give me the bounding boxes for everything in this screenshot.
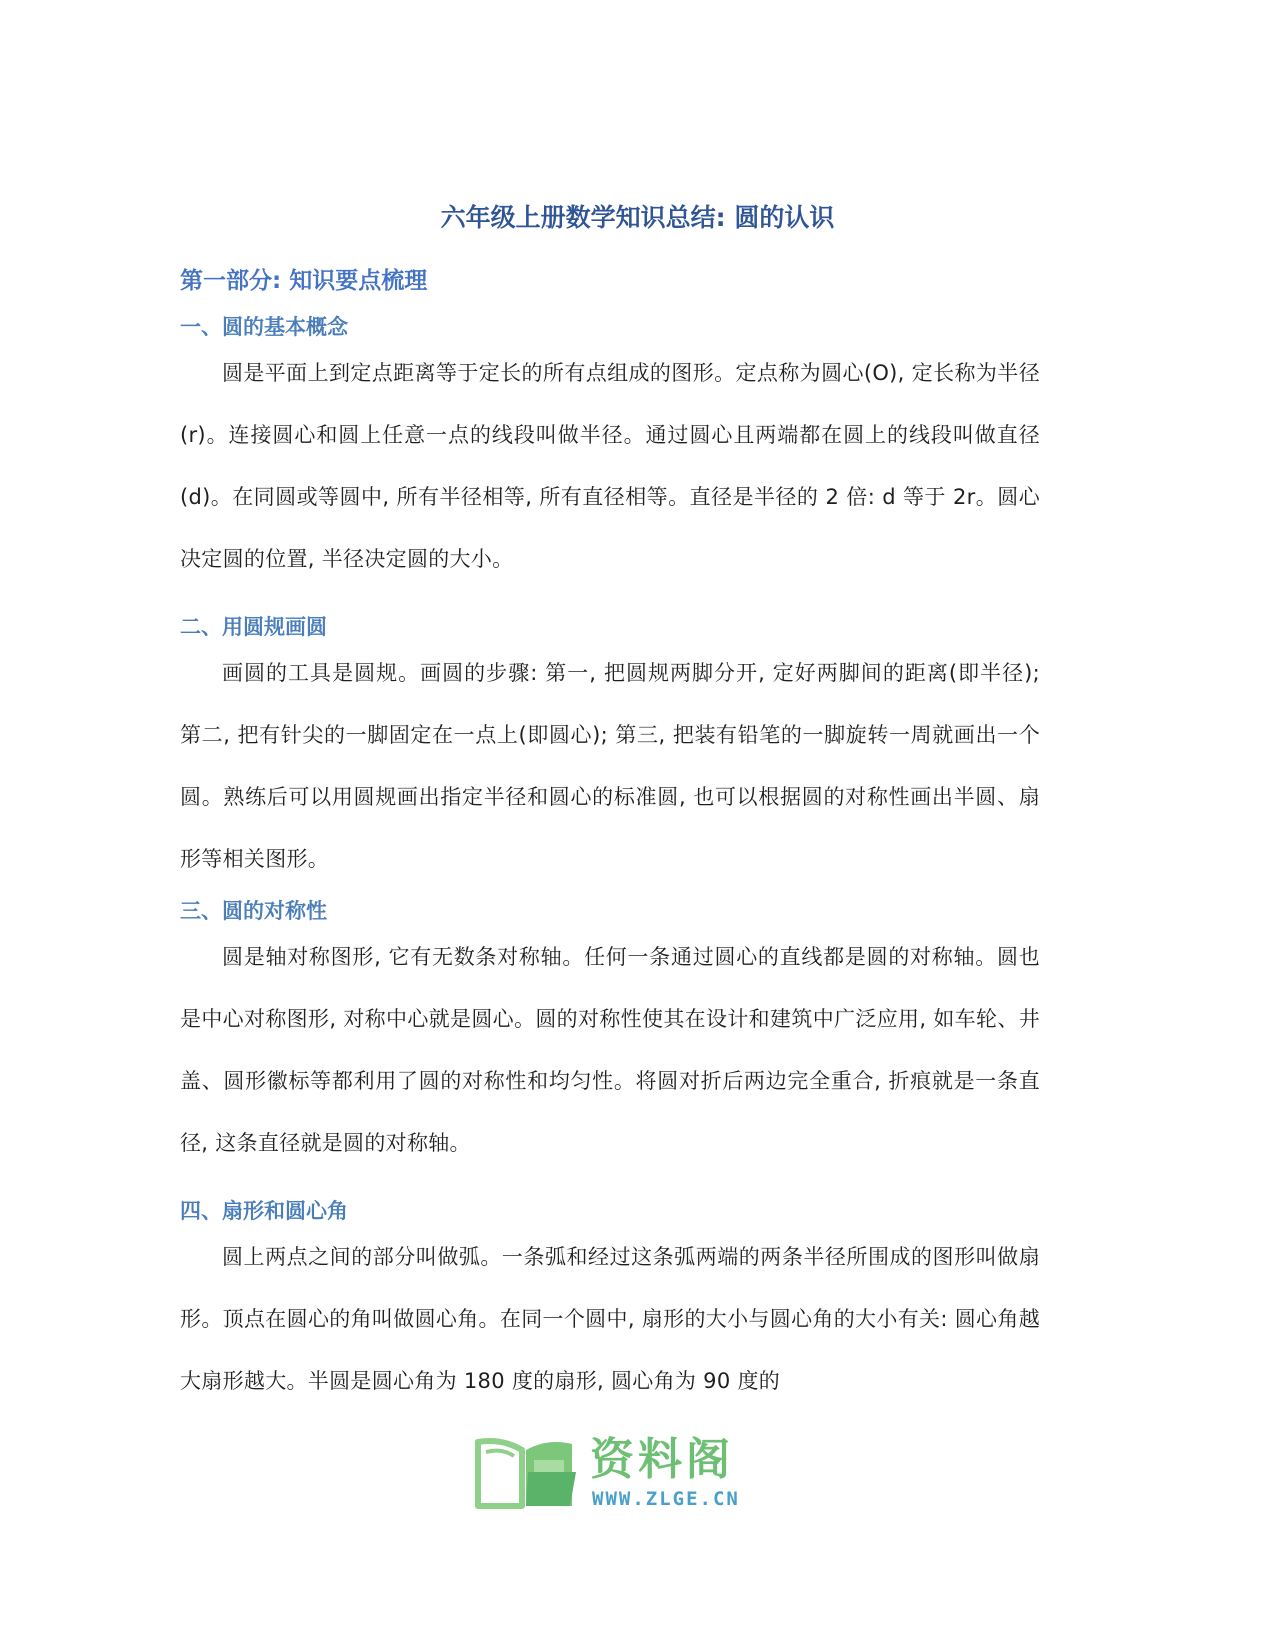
section-heading: 四、扇形和圆心角 [180, 1199, 348, 1223]
watermark-url: WWW.ZLGE.CN [592, 1488, 740, 1510]
section-body: 画圆的工具是圆规。画圆的步骤: 第一, 把圆规两脚分开, 定好两脚间的距离(即半径); 第二, 把有针尖的一脚固定在一点上(即圆心); 第三, 把装有铅笔的一脚旋转一周就画出一个圆。熟练后可以用圆规画出指定半径和圆心的标准圆, 也可以根据圆的对称性画出半圆、扇形等相关图形。 [180, 661, 1040, 871]
open-book-folder-icon [472, 1432, 582, 1512]
section-body: 圆是轴对称图形, 它有无数条对称轴。任何一条通过圆心的直线都是圆的对称轴。圆也是中心对称图形, 对称中心就是圆心。圆的对称性使其在设计和建筑中广泛应用, 如车轮、井盖、圆形徽标等都利用了圆的对称性和均匀性。将圆对折后两边完全重合, 折痕就是一条直径, 这条直径就是圆的对称轴。 [180, 945, 1040, 1155]
section-sector-central-angle [180, 1196, 1040, 1412]
watermark-name: 资料阁 [590, 1434, 734, 1485]
section-basic-concept [180, 312, 1040, 590]
document-title: 六年级上册数学知识总结: 圆的认识 [440, 203, 835, 232]
section-compass-drawing [180, 612, 1040, 890]
part-title: 第一部分: 知识要点梳理 [180, 268, 428, 294]
watermark-logo [472, 1432, 772, 1522]
section-body: 圆上两点之间的部分叫做弧。一条弧和经过这条弧两端的两条半径所围成的图形叫做扇形。顶点在圆心的角叫做圆心角。在同一个圆中, 扇形的大小与圆心角的大小有关: 圆心角越大扇形越大。半圆是圆心角为 180 度的扇形, 圆心角为 90 度的 [180, 1245, 1040, 1393]
section-body: 圆是平面上到定点距离等于定长的所有点组成的图形。定点称为圆心(O), 定长称为半径(r)。连接圆心和圆上任意一点的线段叫做半径。通过圆心且两端都在圆上的线段叫做直径(d)。在同圆或等圆中, 所有半径相等, 所有直径相等。直径是半径的 2 倍: d 等于 2r。圆心决定圆的位置, 半径决定圆的大小。 [180, 361, 1040, 571]
section-heading: 一、圆的基本概念 [180, 315, 348, 339]
section-heading: 三、圆的对称性 [180, 899, 327, 923]
section-symmetry [180, 896, 1040, 1174]
section-heading: 二、用圆规画圆 [180, 615, 327, 639]
